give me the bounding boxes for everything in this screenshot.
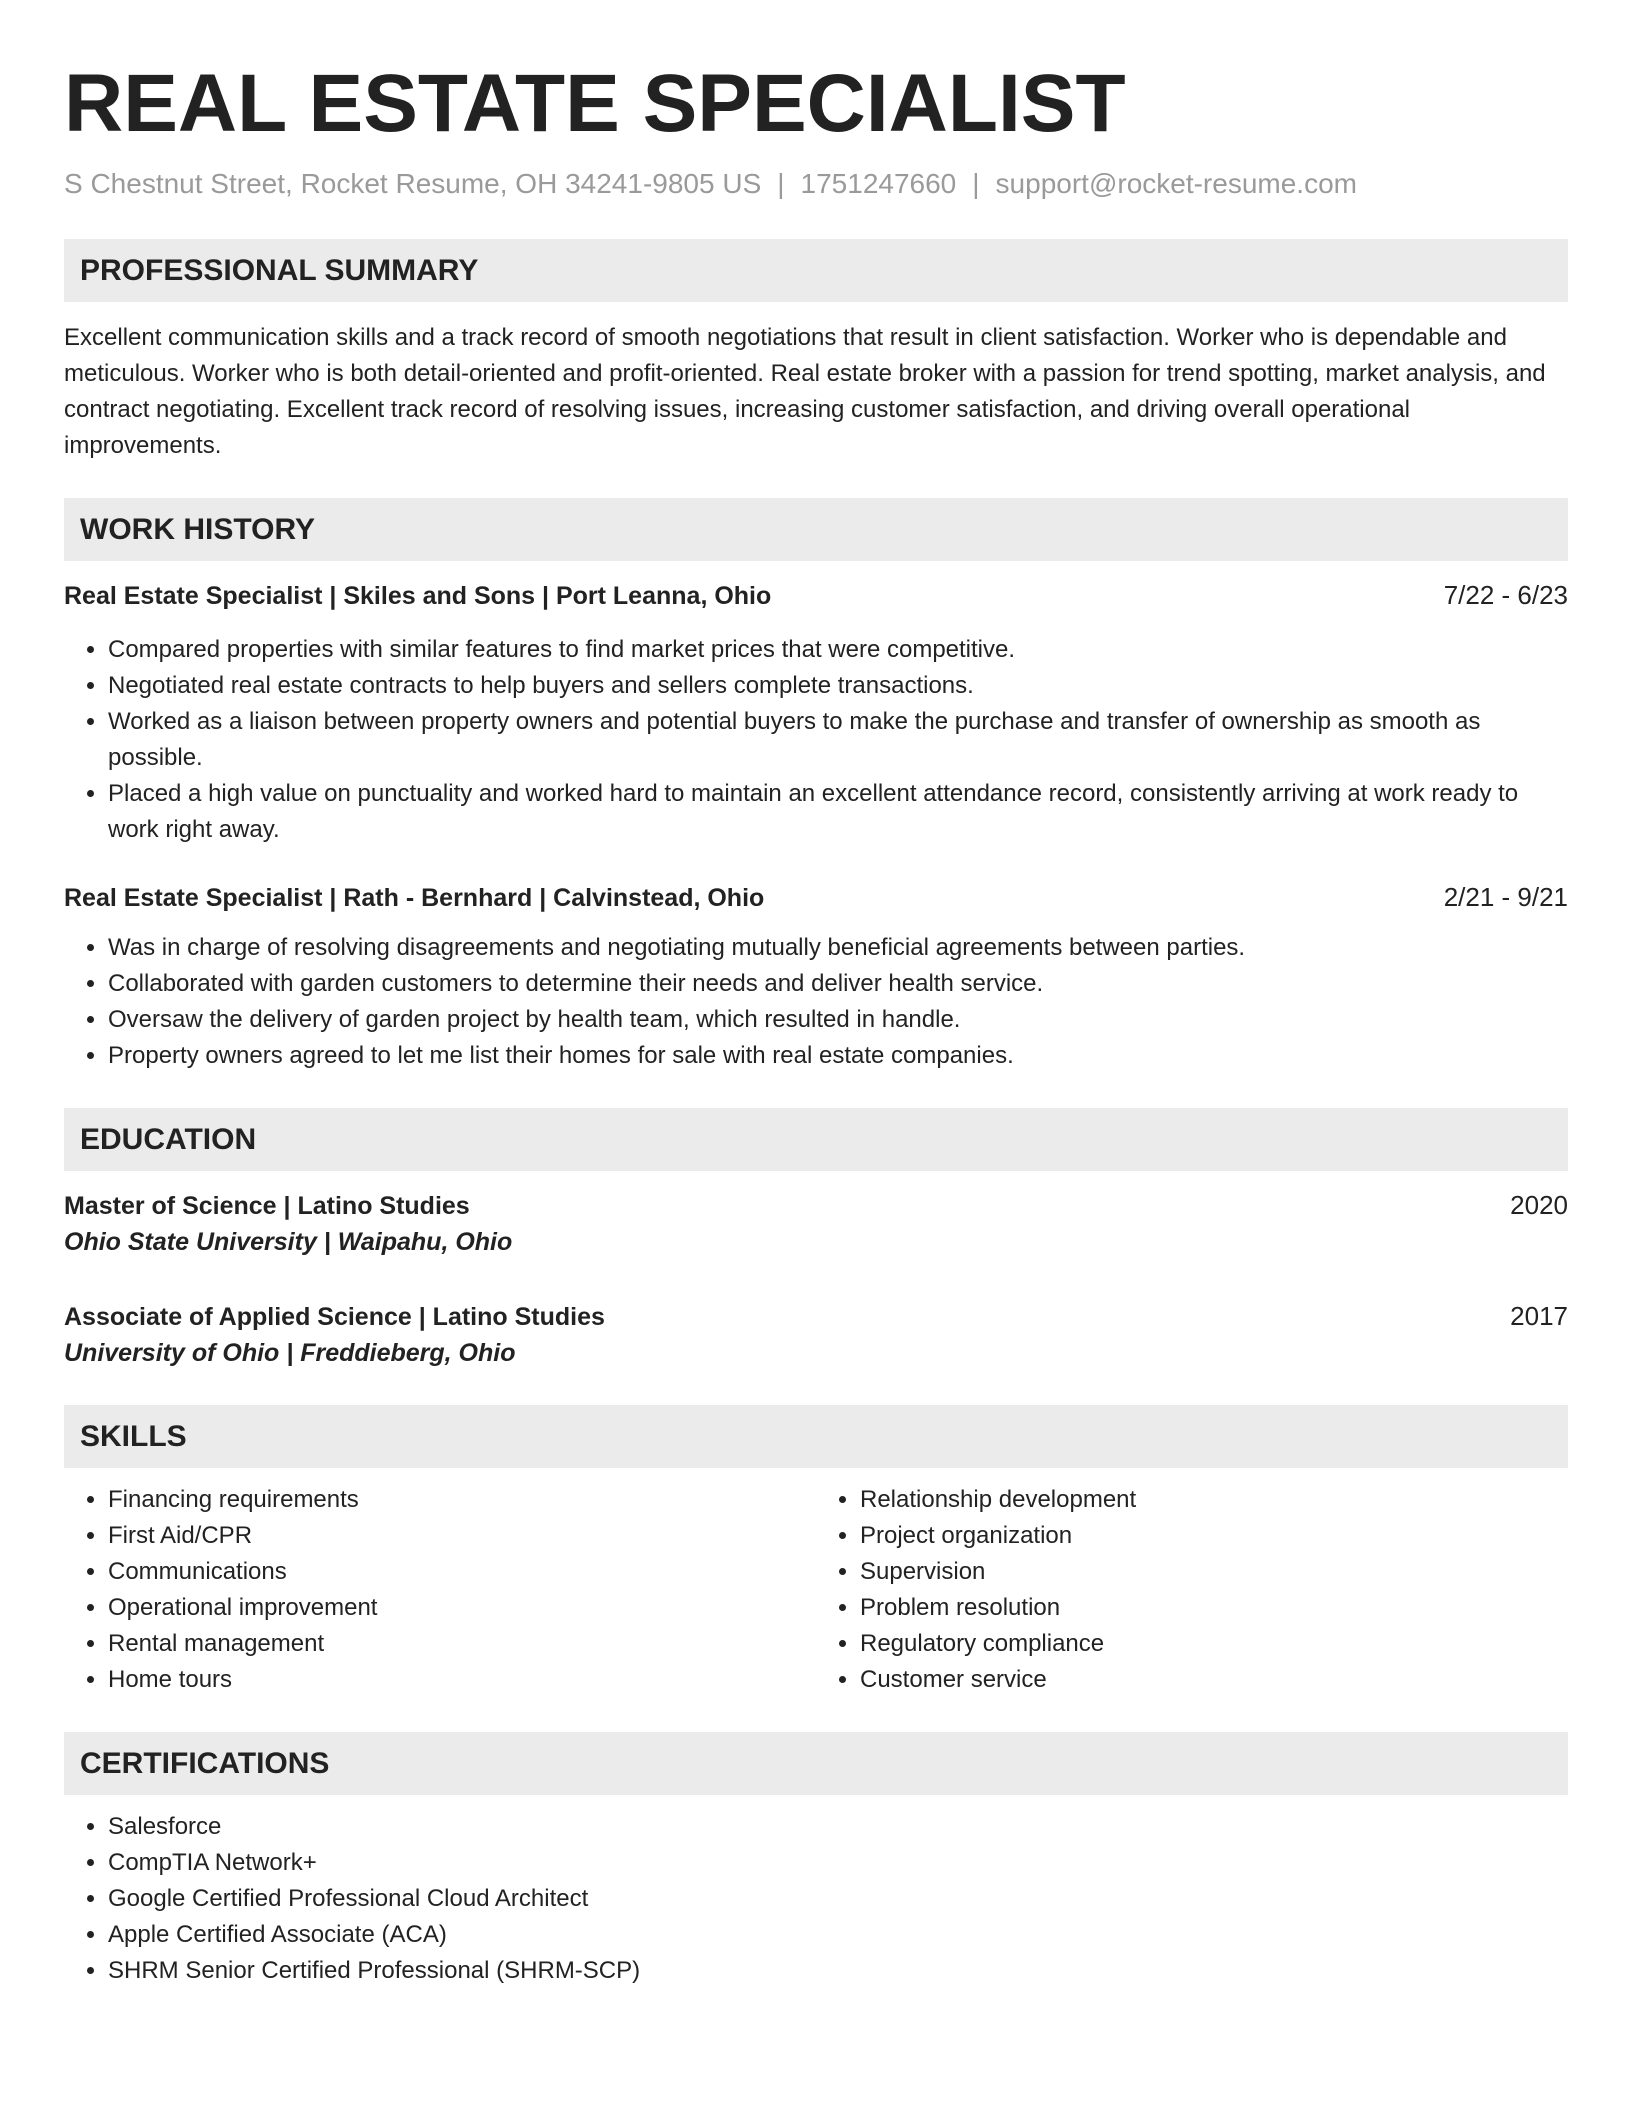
degree-title: Associate of Applied Science | Latino Studies xyxy=(64,1303,605,1331)
job-bullet: • Compared properties with similar features to find market prices that were competitive. xyxy=(108,632,1568,668)
skill-item: • Home tours xyxy=(108,1662,816,1698)
job-dates: 7/22 - 6/23 xyxy=(1443,580,1568,610)
skill-item: • Financing requirements xyxy=(108,1482,816,1518)
contact-separator: | xyxy=(972,168,980,199)
job-header xyxy=(64,879,1568,916)
education-header xyxy=(64,1298,1568,1335)
summary-text: Excellent communication skills and a track record of smooth negotiations that result in client satisfaction. Worker who is dependable and meticulous. Worker who is both detail-oriented and profit-oriented. Real estate broker with a passion for trend spotting, market analysis, and contract negotiating. Excellent track record of resolving issues, increasing customer satisfaction, and driving overall operational improvements. xyxy=(64,324,1546,459)
job-title: Real Estate Specialist | Rath - Bernhard | Calvinstead, Ohio xyxy=(64,884,765,912)
section-header-certifications: CERTIFICATIONS xyxy=(64,1732,1568,1795)
contact-separator: | xyxy=(777,168,785,199)
skill-item: • Relationship development xyxy=(860,1482,1568,1518)
job-bullet: • Negotiated real estate contracts to help buyers and sellers complete transactions. xyxy=(108,668,1568,704)
degree-title: Master of Science | Latino Studies xyxy=(64,1192,470,1220)
skill-item: • Communications xyxy=(108,1554,816,1590)
skill-item: • Problem resolution xyxy=(860,1590,1568,1626)
contact-address: S Chestnut Street, Rocket Resume, OH 34241-9805 US xyxy=(64,168,762,199)
skills-grid xyxy=(64,1482,1568,1698)
certification-item: • Google Certified Professional Cloud Architect xyxy=(108,1881,1568,1917)
job-bullet: • Placed a high value on punctuality and worked hard to maintain an excellent attendance record, consistently arriving at work ready to work right away. xyxy=(108,776,1568,848)
job-header xyxy=(64,577,1568,614)
section-header-skills: SKILLS xyxy=(64,1405,1568,1468)
job-bullet: • Property owners agreed to let me list their homes for sale with real estate companies. xyxy=(108,1038,1568,1074)
skill-item: • Regulatory compliance xyxy=(860,1626,1568,1662)
certification-item: • Salesforce xyxy=(108,1809,1568,1845)
job-bullets xyxy=(64,930,1568,1074)
education-header xyxy=(64,1187,1568,1224)
contact-phone: 1751247660 xyxy=(800,168,957,199)
job-entry xyxy=(64,577,1568,848)
section-header-education: EDUCATION xyxy=(64,1108,1568,1171)
section-header-summary: PROFESSIONAL SUMMARY xyxy=(64,239,1568,302)
graduation-year: 2017 xyxy=(1510,1301,1568,1331)
skill-item: • Rental management xyxy=(108,1626,816,1662)
skill-item: • First Aid/CPR xyxy=(108,1518,816,1554)
certification-item: • CompTIA Network+ xyxy=(108,1845,1568,1881)
school-name: University of Ohio | Freddieberg, Ohio xyxy=(64,1339,516,1367)
skills-column-right xyxy=(816,1482,1568,1698)
job-dates: 2/21 - 9/21 xyxy=(1443,882,1568,912)
skill-item: • Operational improvement xyxy=(108,1590,816,1626)
job-bullet: • Oversaw the delivery of garden project by health team, which resulted in handle. xyxy=(108,1002,1568,1038)
contact-line xyxy=(64,166,1568,202)
skill-item: • Supervision xyxy=(860,1554,1568,1590)
skill-item: • Project organization xyxy=(860,1518,1568,1554)
skill-item: • Customer service xyxy=(860,1662,1568,1698)
school-name: Ohio State University | Waipahu, Ohio xyxy=(64,1228,513,1256)
graduation-year: 2020 xyxy=(1510,1190,1568,1220)
resume-title: REAL ESTATE SPECIALIST xyxy=(64,58,1126,149)
job-title: Real Estate Specialist | Skiles and Sons | Port Leanna, Ohio xyxy=(64,582,772,610)
education-entry xyxy=(64,1187,1568,1260)
certification-item: • Apple Certified Associate (ACA) xyxy=(108,1917,1568,1953)
certification-item: • SHRM Senior Certified Professional (SHRM-SCP) xyxy=(108,1953,1568,1989)
section-header-work-history: WORK HISTORY xyxy=(64,498,1568,561)
job-bullet: • Collaborated with garden customers to determine their needs and deliver health service. xyxy=(108,966,1568,1002)
skills-column-left xyxy=(64,1482,816,1698)
job-entry xyxy=(64,879,1568,1074)
job-bullets xyxy=(64,632,1568,848)
education-entry xyxy=(64,1298,1568,1371)
contact-email: support@rocket-resume.com xyxy=(995,168,1357,199)
job-bullet: • Was in charge of resolving disagreements and negotiating mutually beneficial agreements between parties. xyxy=(108,930,1568,966)
job-bullet: • Worked as a liaison between property owners and potential buyers to make the purchase and transfer of ownership as smooth as possible. xyxy=(108,704,1568,776)
certifications-list xyxy=(64,1809,1568,1989)
